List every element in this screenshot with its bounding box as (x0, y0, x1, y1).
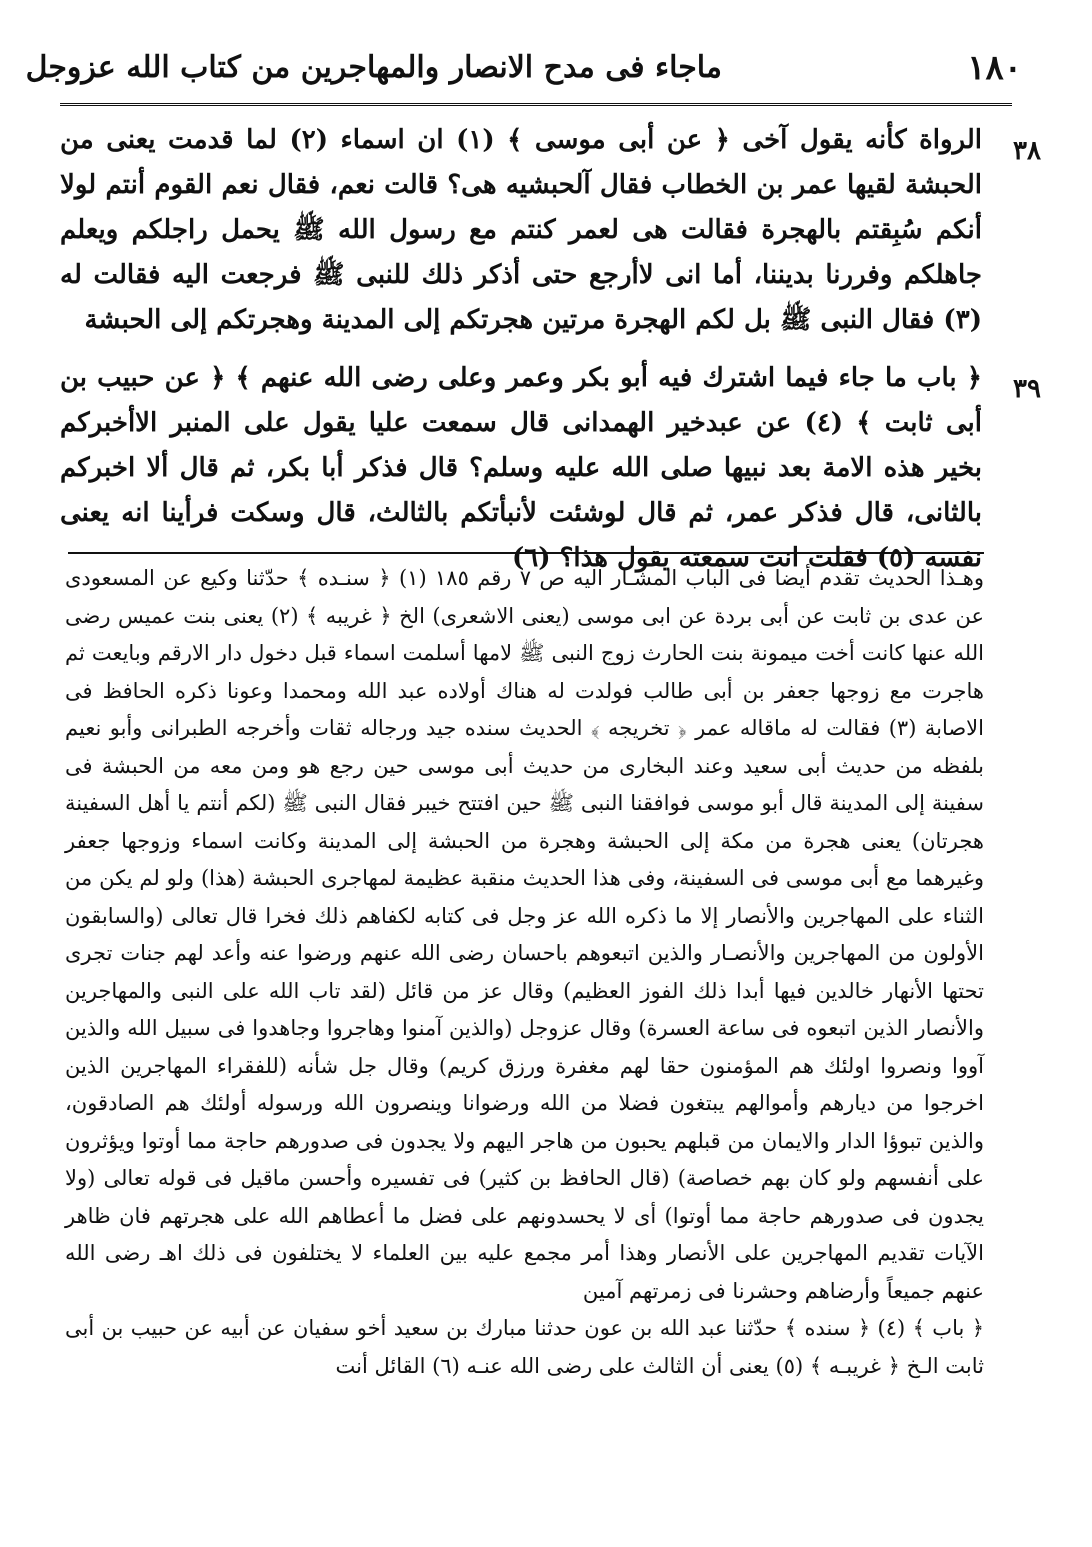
page-number: ١٨٠ (967, 48, 1022, 88)
hadith-text: ﴿ باب ما جاء فيما اشترك فيه أبو بكر وعمر وعلى رضى الله عنهم ﴾ ﴿ عن حبيب بن أبى ثابت ﴾ (٤) عن عبدخير الهمدانى قال سمعت عليا يقول على المنبر الاأخبركم بخير هذه الامة بعد نبيها صلى الله عليه وسلم؟ قال فذكر أبا بكر، ثم قال ألا اخبركم بالثانى، قال فذكر عمر، ثم قال لوشئت لأنبأتكم بالثالث، قال وسكت فرأينا انه يعنى نفسه (٥) فقلت انت سمعته يقول هذا؟ (٦) (60, 363, 983, 573)
hadith-entry (60, 118, 1062, 343)
hadith-number: ٣٩ (1013, 374, 1041, 404)
main-text (60, 118, 1062, 573)
hadith-number: ٣٨ (1013, 136, 1041, 166)
hadith-text: الرواة كأنه يقول آخى ﴿ عن أبى موسى ﴾ (١) ان اسماء (٢) لما قدمت يعنى من الحبشة لقيها عمر بن الخطاب فقال آلحبشيه هى؟ قالت نعم، فقال نعم القوم أنتم لولا أنكم سُبِقتم بالهجرة فقالت هى لعمر كنتم مع رسول الله ﷺ يحمل راجلكم ويعلم جاهلكم وفررنا بديننا، أما انى لاأرجع حتى أذكر ذلك للنبى ﷺ فرجعت اليه فقالت له (٣) فقال النبى ﷺ بل لكم الهجرة مرتين هجرتكم إلى المدينة وهجرتكم إلى الحبشة (60, 125, 983, 335)
page-header (25, 40, 1052, 100)
footnote-paragraph: ﴿ باب ﴾ (٤) ﴿ سنده ﴾ حدّثنا عبد الله بن عون حدثنا مبارك بن سعيد أخو سفيان عن أبيه عن حبيب بن أبى ثابت الـخ ﴿ غريبـه ﴾ (٥) يعنى أن الثالث على رضى الله عنـه (٦) القائل أنت (65, 1316, 985, 1378)
footnote-paragraph: وهـذا الحديث تقدم أيضا فى الباب المشـار اليه ص ٧ رقم ١٨٥ (١) ﴿ سنـده ﴾ حدّثنا وكيع عن المسعودى عن عدى بن ثابت عن أبى بردة عن ابى موسى (يعنى الاشعرى) الخ ﴿ غريبه ﴾ (٢) يعنى بنت عميس رضى الله عنها كانت أخت ميمونة بنت الحارث زوج النبى ﷺ لامها أسلمت اسماء قبل دخول دار الارقم وبايعت ثم هاجرت مع زوجها جعفر بن أبى طالب فولدت له هناك أولاده عبد الله ومحمدا وعونا ذكره الحافظ فى الاصابة (٣) فقالت له ماقاله عمر ﴿ تخريجه ﴾ الحديث سنده جيد ورجاله ثقات وأخرجه الطبرانى وأبو نعيم بلفظه من حديث أبى سعيد وعند البخارى من حديث أبى موسى حين رجع هو ومن معه من الحبشة فى سفينة إلى المدينة قال أبو موسى فوافقنا النبى ﷺ حين افتتح خيبر فقال النبى ﷺ (لكم أنتم يا أهل السفينة هجرتان) يعنى هجرة من مكة إلى الحبشة وهجرة من الحبشة إلى المدينة وكانت اسماء وزوجها جعفر وغيرهما مع أبى موسى فى السفينة، وفى هذا الحديث منقبة عظيمة لمهاجرى الحبشة (هذا) ولو لم يكن من الثناء على المهاجرين والأنصار إلا ما ذكره الله عز وجل فى كتابه لكفاهم ذلك فخرا قال تعالى (والسابقون الأولون من المهاجرين والأنصـار والذين اتبعوهم باحسان رضى الله عنهم ورضوا عنه وأعد لهم جنات تجرى تحتها الأنهار خالدين فيها أبدا ذلك الفوز العظيم) وقال عز من قائل (لقد تاب الله على النبى والمهاجرين والأنصار الذين اتبعوه فى ساعة العسرة) وقال عزوجل (والذين آمنوا وهاجروا وجاهدوا فى سبيل الله والذين آووا ونصروا اولئك هم المؤمنون حقا لهم مغفرة ورزق كريم) وقال جل شأنه (للفقراء المهاجرين الذين اخرجوا من ديارهم وأموالهم يبتغون فضلا من الله ورضوانا وينصرون الله ورسوله أولئك هم الصادقون، والذين تبوؤا الدار والايمان من قبلهم يحبون من هاجر اليهم ولا يجدون فى صدورهم حاجة مما أوتوا ويؤثرون على أنفسهم ولو كان بهم خصاصة) (قال الحافظ بن كثير) فى تفسيره وأحسن ماقيل فى قوله تعالى (ولا يجدون فى صدورهم حاجة مما أوتوا) أى لا يحسدونهم على فضل ما أعطاهم الله على هجرتهم فان ظاهر الآيات تقديم المهاجرين على الأنصار وهذا أمر مجمع عليه بين العلماء لا يختلفون فى ذلك اهـ رضى الله عنهم جميعاً وأرضاهم وحشرنا فى زمرتهم آمين (65, 566, 984, 1303)
header-rule (60, 103, 1012, 106)
footnote-divider (68, 552, 984, 554)
hadith-entry (60, 356, 1062, 581)
running-title: ماجاء فى مدح الانصار والمهاجرين من كتاب الله عزوجل (25, 50, 722, 85)
footnotes (65, 560, 984, 1520)
